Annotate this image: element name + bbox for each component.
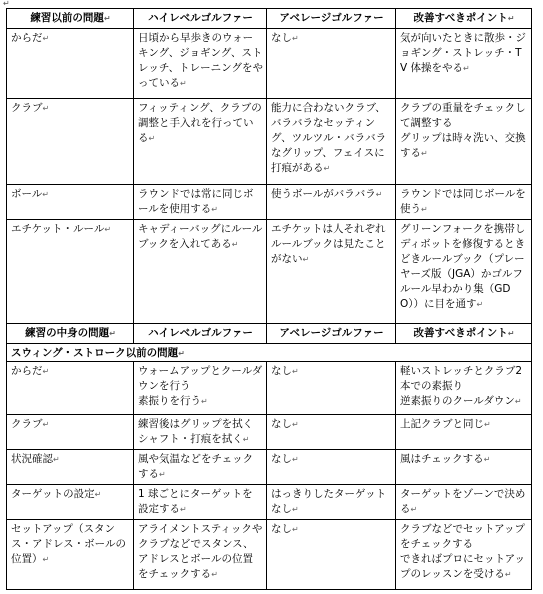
table-cell: 気が向いたときに散歩・ジョギング・ストレッチ・TV 体操をやる↵ [396,29,532,99]
header-cell: アベレージゴルファー [267,9,396,29]
table-cell: 使うボールがバラバラ↵ [267,185,396,220]
table-row [7,362,532,415]
table-cell: 日頃から早歩きのウォーキング、ジョギング、ストレッチ、トレーニングをやっている↵ [134,29,267,99]
table-cell: 風や気温などをチェックする↵ [134,450,267,485]
header-cell: 改善すべきポイント↵ [396,324,532,344]
table-cell: なし↵ [267,29,396,99]
table-row [7,485,532,520]
table-cell: アライメントスティックやクラブなどでスタンス、アドレスとボールの位置をチェックする↵ [134,520,267,590]
table-cell: キャディーバッグにルールブックを入れてある↵ [134,220,267,324]
header-cell: ハイレベルゴルファー [134,9,267,29]
section2-header-row [7,324,532,344]
header-cell: アベレージゴルファー [267,324,396,344]
table-cell: エチケットは人それぞれルールブックは見たことがない↵ [267,220,396,324]
table-row [7,415,532,450]
table-row [7,29,532,99]
table-cell: グリーンフォークを携帯しディボットを修復するときどきルールブック（プレーヤーズ版（JGA）かゴルフルール早わかり集（GDO））に目を通す↵ [396,220,532,324]
subheader-cell: スウィング・ストローク以前の問題↵ [7,344,532,362]
table-cell: フィッティング、クラブの調整と手入れを行っている↵ [134,99,267,185]
table-row [7,450,532,485]
header-cell: 改善すべきポイント↵ [396,9,532,29]
section2-subheader-row [7,344,532,362]
table-cell: エチケット・ルール↵ [7,220,134,324]
practice-comparison-table [6,8,532,590]
header-cell: 練習以前の問題↵ [7,9,134,29]
section1-header-row [7,9,532,29]
table-cell: ボール↵ [7,185,134,220]
table-cell: からだ↵ [7,362,134,415]
table-row [7,520,532,590]
document-start-mark: ↵ [3,0,10,8]
table-cell: 風はチェックする↵ [396,450,532,485]
table-cell: クラブ↵ [7,415,134,450]
table-cell: セットアップ（スタンス・アドレス・ボールの位置）↵ [7,520,134,590]
table-row [7,99,532,185]
table-cell: 1 球ごとにターゲットを設定する↵ [134,485,267,520]
table-cell: 能力に合わないクラブ、バラバラなセッティング、ツルツル・バラバラなグリップ、フェイスに打痕がある↵ [267,99,396,185]
header-cell: ハイレベルゴルファー [134,324,267,344]
table-cell: ラウンドでは常に同じボールを使用する↵ [134,185,267,220]
table-cell: クラブの重量をチェックして調整する グリップは時々洗い、交換する↵ [396,99,532,185]
table-cell: からだ↵ [7,29,134,99]
table-row [7,220,532,324]
table-cell: ターゲットをゾーンで決める↵ [396,485,532,520]
table-cell: ラウンドでは同じボールを使う↵ [396,185,532,220]
table-row [7,185,532,220]
table-cell: はっきりしたターゲットなし↵ [267,485,396,520]
table-cell: なし↵ [267,520,396,590]
table-cell: 上記クラブと同じ↵ [396,415,532,450]
table-cell: クラブ↵ [7,99,134,185]
table-cell: ウォームアップとクールダウンを行う 素振りを行う↵ [134,362,267,415]
table-cell: 状況確認↵ [7,450,134,485]
table-cell: なし↵ [267,415,396,450]
table-cell: 練習後はグリップを拭く シャフト・打痕を拭く↵ [134,415,267,450]
table-cell: なし↵ [267,450,396,485]
table-cell: 軽いストレッチとクラブ2本での素振り 逆素振りのクールダウン↵ [396,362,532,415]
header-cell: 練習の中身の問題↵ [7,324,134,344]
table-cell: なし↵ [267,362,396,415]
table-cell: ターゲットの設定↵ [7,485,134,520]
table-cell: クラブなどでセットアップをチェックする できればプロにセットアップのレッスンを受ける↵ [396,520,532,590]
